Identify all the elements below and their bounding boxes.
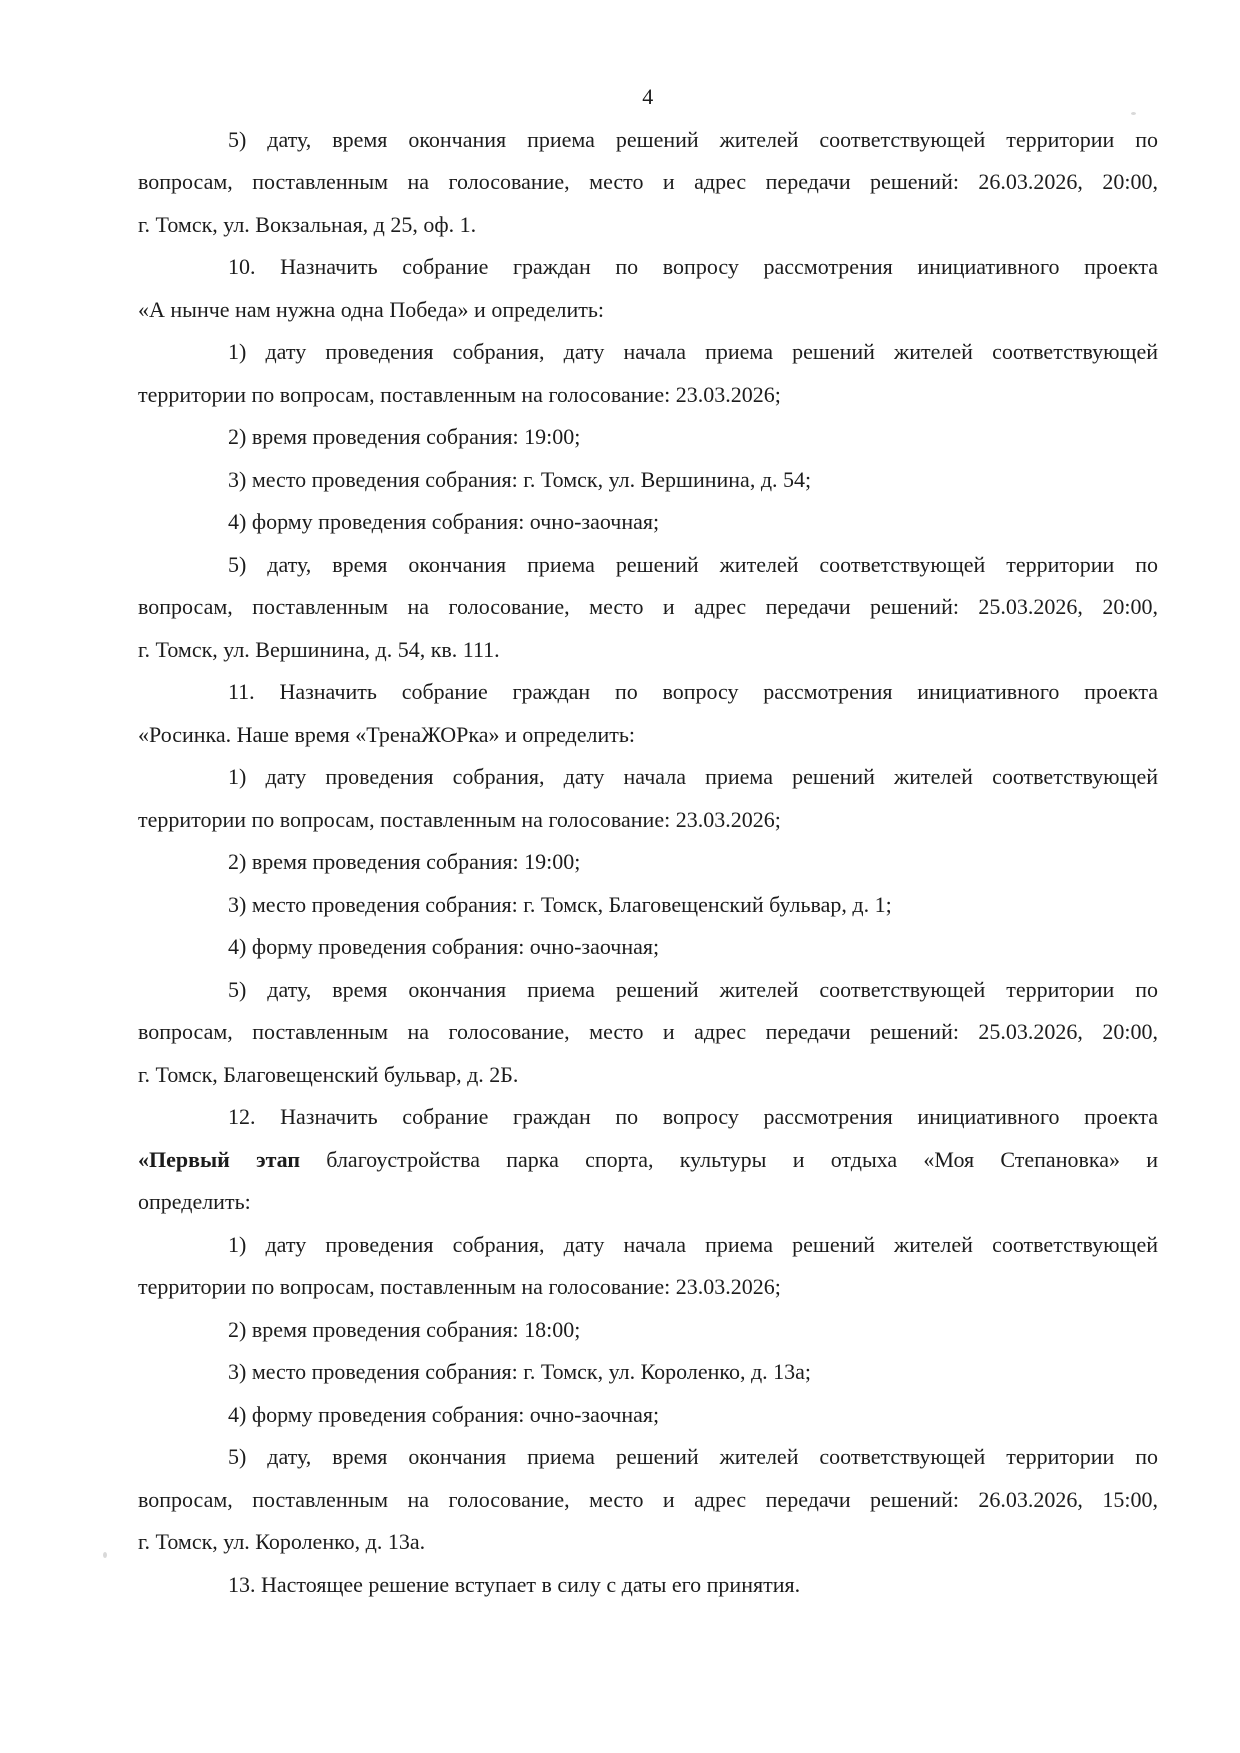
text-line: [138, 586, 1158, 629]
text-line: [138, 1181, 1158, 1224]
text-segment: вопросам, поставленным на голосование, место и адрес передачи решений: 26.03.2026, 20:00,: [138, 169, 1158, 194]
text-segment: определить:: [138, 1189, 251, 1214]
text-line: [138, 1139, 1158, 1182]
text-line: [138, 1394, 1158, 1437]
text-line: [138, 841, 1158, 884]
text-line: [138, 1479, 1158, 1522]
text-segment: 2) время проведения собрания: 19:00;: [228, 849, 581, 874]
text-segment: 12. Назначить собрание граждан по вопросу рассмотрения инициативного проекта: [228, 1104, 1158, 1129]
text-segment: г. Томск, ул. Вокзальная, д 25, оф. 1.: [138, 211, 477, 237]
text-segment: 5) дату, время окончания приема решений жителей соответствующей территории по: [228, 551, 1158, 577]
scan-speck: [103, 1552, 107, 1558]
text-segment: 4) форму проведения собрания: очно-заочная;: [228, 509, 660, 534]
text-segment: «Первый этап: [138, 1146, 301, 1172]
text-segment: вопросам, поставленным на голосование, место и адрес передачи решений: 25.03.2026, 20:00,: [138, 594, 1158, 619]
text-segment: территории по вопросам, поставленным на голосование: 23.03.2026;: [138, 381, 781, 407]
text-line: [138, 501, 1158, 544]
text-line: [138, 289, 1158, 332]
text-line: [138, 1521, 1158, 1564]
text-line: [138, 1011, 1158, 1054]
text-segment: г. Томск, ул. Короленко, д. 13а.: [138, 1529, 426, 1554]
text-line: [138, 416, 1158, 459]
text-line: [138, 969, 1158, 1012]
text-segment: г. Томск, Благовещенский бульвар, д. 2Б.: [138, 1061, 519, 1087]
text-segment: 10. Назначить собрание граждан по вопросу рассмотрения инициативного проекта: [228, 254, 1158, 279]
text-segment: благоустройства парка спорта, культуры и отдыха «Моя Степановка» и: [300, 1146, 1158, 1172]
text-line: [138, 1309, 1158, 1352]
text-segment: вопросам, поставленным на голосование, место и адрес передачи решений: 26.03.2026, 15:00,: [138, 1486, 1158, 1512]
text-segment: 4) форму проведения собрания: очно-заочная;: [228, 934, 660, 959]
text-line: [138, 1224, 1158, 1267]
text-line: [138, 799, 1158, 842]
text-segment: территории по вопросам, поставленным на голосование: 23.03.2026;: [138, 806, 781, 832]
text-line: [138, 1054, 1158, 1097]
scan-speck: [1131, 112, 1136, 115]
text-line: [138, 756, 1158, 799]
text-line: [138, 629, 1158, 672]
text-segment: 5) дату, время окончания приема решений жителей соответствующей территории по: [228, 1444, 1158, 1469]
text-segment: 13. Настоящее решение вступает в силу с даты его принятия.: [228, 1571, 801, 1597]
text-line: [138, 1096, 1158, 1139]
text-segment: территории по вопросам, поставленным на голосование: 23.03.2026;: [138, 1274, 781, 1299]
text-line: [138, 161, 1158, 204]
text-segment: 11. Назначить собрание граждан по вопросу рассмотрения инициативного проекта: [228, 679, 1158, 704]
text-line: [138, 331, 1158, 374]
text-segment: 3) место проведения собрания: г. Томск, ул. Короленко, д. 13а;: [228, 1359, 812, 1384]
text-line: [138, 204, 1158, 247]
text-line: [138, 246, 1158, 289]
text-line: [138, 374, 1158, 417]
text-line: [138, 671, 1158, 714]
text-segment: вопросам, поставленным на голосование, место и адрес передачи решений: 25.03.2026, 20:00,: [138, 1019, 1158, 1044]
text-segment: 2) время проведения собрания: 19:00;: [228, 424, 581, 449]
text-segment: 2) время проведения собрания: 18:00;: [228, 1316, 581, 1342]
text-line: [138, 714, 1158, 757]
text-segment: 1) дату проведения собрания, дату начала приема решений жителей соответствующей: [228, 764, 1158, 789]
text-line: [138, 884, 1158, 927]
text-line: [138, 459, 1158, 502]
text-segment: 1) дату проведения собрания, дату начала приема решений жителей соответствующей: [228, 339, 1158, 364]
text-segment: 5) дату, время окончания приема решений жителей соответствующей территории по: [228, 976, 1158, 1002]
text-segment: «А нынче нам нужна одна Победа» и определить:: [138, 296, 605, 322]
document-body: [138, 119, 1158, 1607]
text-segment: «Росинка. Наше время «ТренаЖОРка» и определить:: [138, 721, 636, 747]
text-line: [138, 1436, 1158, 1479]
text-line: [138, 1266, 1158, 1309]
text-line: [138, 926, 1158, 969]
text-line: [138, 544, 1158, 587]
text-segment: 3) место проведения собрания: г. Томск, Благовещенский бульвар, д. 1;: [228, 891, 892, 917]
text-segment: г. Томск, ул. Вершинина, д. 54, кв. 111.: [138, 636, 500, 662]
text-segment: 1) дату проведения собрания, дату начала приема решений жителей соответствующей: [228, 1231, 1158, 1257]
text-segment: 3) место проведения собрания: г. Томск, ул. Вершинина, д. 54;: [228, 466, 812, 492]
text-line: [138, 119, 1158, 162]
page-number: 4: [642, 84, 654, 109]
text-line: [138, 1564, 1158, 1607]
text-segment: 4) форму проведения собрания: очно-заочная;: [228, 1401, 660, 1427]
text-segment: 5) дату, время окончания приема решений жителей соответствующей территории по: [228, 126, 1158, 152]
text-line: [138, 1351, 1158, 1394]
